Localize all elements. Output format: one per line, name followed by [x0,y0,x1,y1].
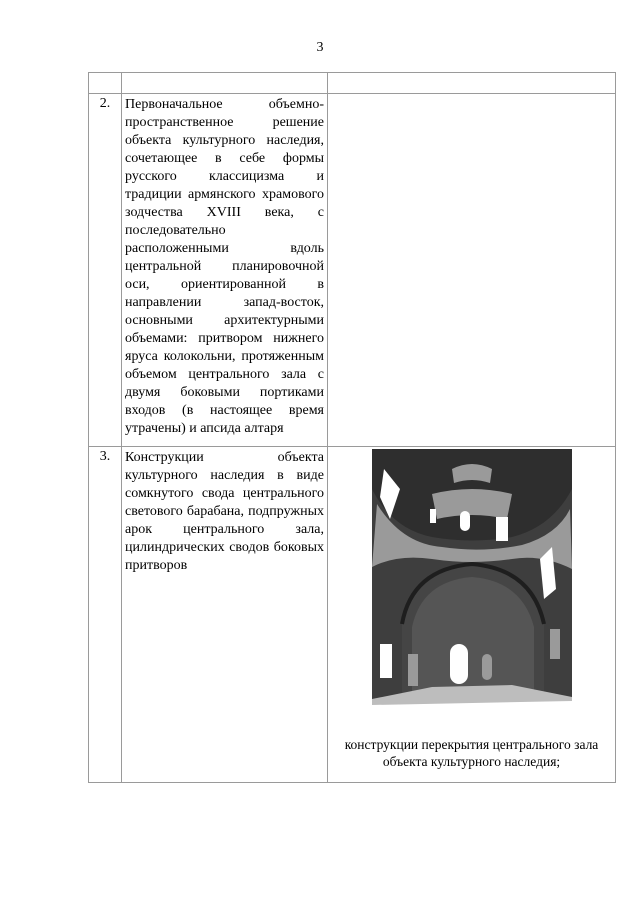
header-cell-description [122,73,328,94]
heritage-table [88,72,616,783]
row-number: 3. [89,447,122,783]
table-row [89,447,616,783]
interior-photo-svg [372,449,572,715]
table-row [89,94,616,447]
header-cell-image [328,73,616,94]
row-description: Первоначальное объемно-пространственное решение объекта культурного наследия, сочетающее в себе формы русского классицизма и традиции армянского храмового зодчества XVIII века, с последовательно расположенными вдоль центральной планировочной оси, ориентированной в направлении запад-восток, основными архитектурными объемами: притвором нижнего яруса колокольни, протяженным объемом центрального зала с двумя боковыми портиками входов (в настоящее время утрачены) и апсида алтаря [122,94,328,447]
row-image-cell [328,447,616,783]
header-cell-number [89,73,122,94]
row-image-cell-empty [328,94,616,447]
photo-caption: конструкции перекрытия центрального зала объекта культурного наследия; [344,737,599,769]
interior-photo [372,449,572,715]
row-number: 2. [89,94,122,447]
page-number: 3 [316,40,324,55]
table-header-row [89,73,616,94]
row-description: Конструкции объекта культурного наследия в виде сомкнутого свода центрального светового барабана, подпружных арок центрального зала, цилиндрических сводов боковых притворов [122,447,328,783]
